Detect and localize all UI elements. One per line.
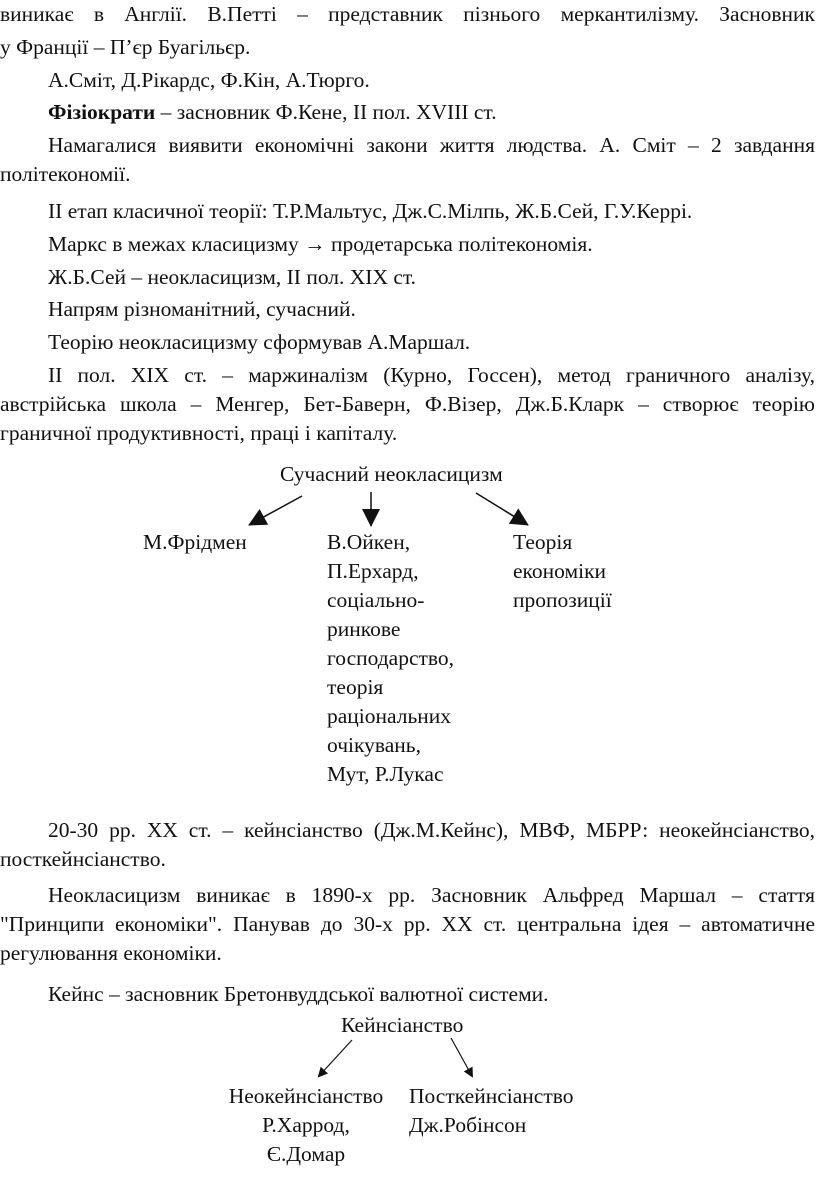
branch-line: Неокейнсіанство bbox=[228, 1084, 384, 1108]
branch-line: економіки bbox=[513, 559, 607, 583]
arrow-to-friedman bbox=[249, 496, 302, 525]
paragraph-neoclassicism-origin: Неокласицизм виникає в 1890-х рр. Засновник Альфред Маршал – стаття "Принципи економіки". Панував до 30-х рр. ХХ ст. центральна ідея – автоматичне регулювання економіки. bbox=[0, 883, 815, 965]
branch-line: Посткейнсіанство bbox=[409, 1084, 574, 1108]
paragraph-say: Ж.Б.Сей – неокласицизм, ІІ пол. XIX ст. bbox=[48, 265, 417, 289]
diagram-keynesianism-root: Кейнсіанство bbox=[341, 1013, 464, 1037]
branch-line: соціально- bbox=[327, 588, 425, 612]
branch-line: М.Фрідмен bbox=[143, 530, 247, 554]
diagram-keynesianism-left-branch bbox=[215, 1082, 397, 1169]
branch-line: Теорія bbox=[513, 530, 573, 554]
branch-line: очікувань, bbox=[327, 733, 421, 757]
diagram-keynesianism-right-branch bbox=[409, 1082, 573, 1140]
branch-line: П.Ерхард, bbox=[327, 559, 419, 583]
paragraph-line-1: виникає в Англії. В.Петті – представник пізнього меркантилізму. Засновник bbox=[0, 2, 815, 26]
paragraph-physiocrats bbox=[0, 98, 815, 127]
paragraph-economic-laws: Намагалися виявити економічні закони життя людства. А. Сміт – 2 завдання політекономії. bbox=[0, 133, 815, 186]
branch-line: Р.Харрод, bbox=[262, 1113, 350, 1137]
arrow-to-supply-economics bbox=[476, 493, 528, 525]
paragraph-marginalism: ІІ пол. XIX ст. – маржиналізм (Курно, Госсен), метод граничного аналізу, австрійська школа – Менгер, Бет-Баверн, Ф.Візер, Дж.Б.Кларк – створює теорію граничної продуктивності, праці і капіталу. bbox=[0, 363, 815, 445]
branch-line: пропозиції bbox=[513, 588, 612, 612]
arrow-to-neokeynesianism bbox=[319, 1040, 352, 1076]
paragraph-line-2: у Франції – П’єр Буагільєр. bbox=[0, 35, 251, 59]
diagram-neoclassicism-middle-branch bbox=[327, 528, 454, 789]
paragraph-marx: Маркс в межах класицизму → продетарська політекономія. bbox=[48, 232, 593, 256]
physiocrats-description: – засновник Ф.Кене, ІІ пол. XVIII ст. bbox=[155, 100, 497, 124]
branch-line: Дж.Робінсон bbox=[409, 1113, 527, 1137]
paragraph-keynesianism: 20-30 рр. ХХ ст. – кейнсіанство (Дж.М.Кейнс), МВФ, МБРР: неокейнсіанство, посткейнсіанство. bbox=[0, 818, 815, 871]
branch-line: раціональних bbox=[327, 704, 452, 728]
branch-line: Є.Домар bbox=[266, 1142, 346, 1166]
branch-line: Мут, Р.Лукас bbox=[327, 762, 444, 786]
branch-line: В.Ойкен, bbox=[327, 530, 411, 554]
branch-line: господарство, bbox=[327, 646, 455, 670]
branch-line: теорія bbox=[327, 675, 384, 699]
arrow-to-postkeynesianism bbox=[451, 1038, 472, 1076]
diagram-neoclassicism-root: Сучасний неокласицизм bbox=[280, 462, 503, 486]
diagram-neoclassicism-left-branch bbox=[143, 528, 247, 557]
paragraph-classical-stage-2: ІІ етап класичної теорії: Т.Р.Мальтус, Дж.С.Мілпь, Ж.Б.Сей, Г.У.Керрі. bbox=[48, 199, 693, 223]
paragraph-direction: Напрям різноманітний, сучасний. bbox=[48, 297, 356, 321]
diagram-neoclassicism-right-branch bbox=[513, 528, 612, 615]
paragraph-marshall: Теорію неокласицизму сформував А.Маршал. bbox=[48, 330, 471, 354]
paragraph-classics-names: А.Сміт, Д.Рікардс, Ф.Кін, А.Тюрго. bbox=[48, 68, 370, 92]
paragraph-keynes-bretton-woods: Кейнс – засновник Бретонвуддської валютної системи. bbox=[48, 982, 549, 1006]
branch-line: ринкове bbox=[327, 617, 401, 641]
term-physiocrats: Фізіократи bbox=[48, 100, 156, 124]
